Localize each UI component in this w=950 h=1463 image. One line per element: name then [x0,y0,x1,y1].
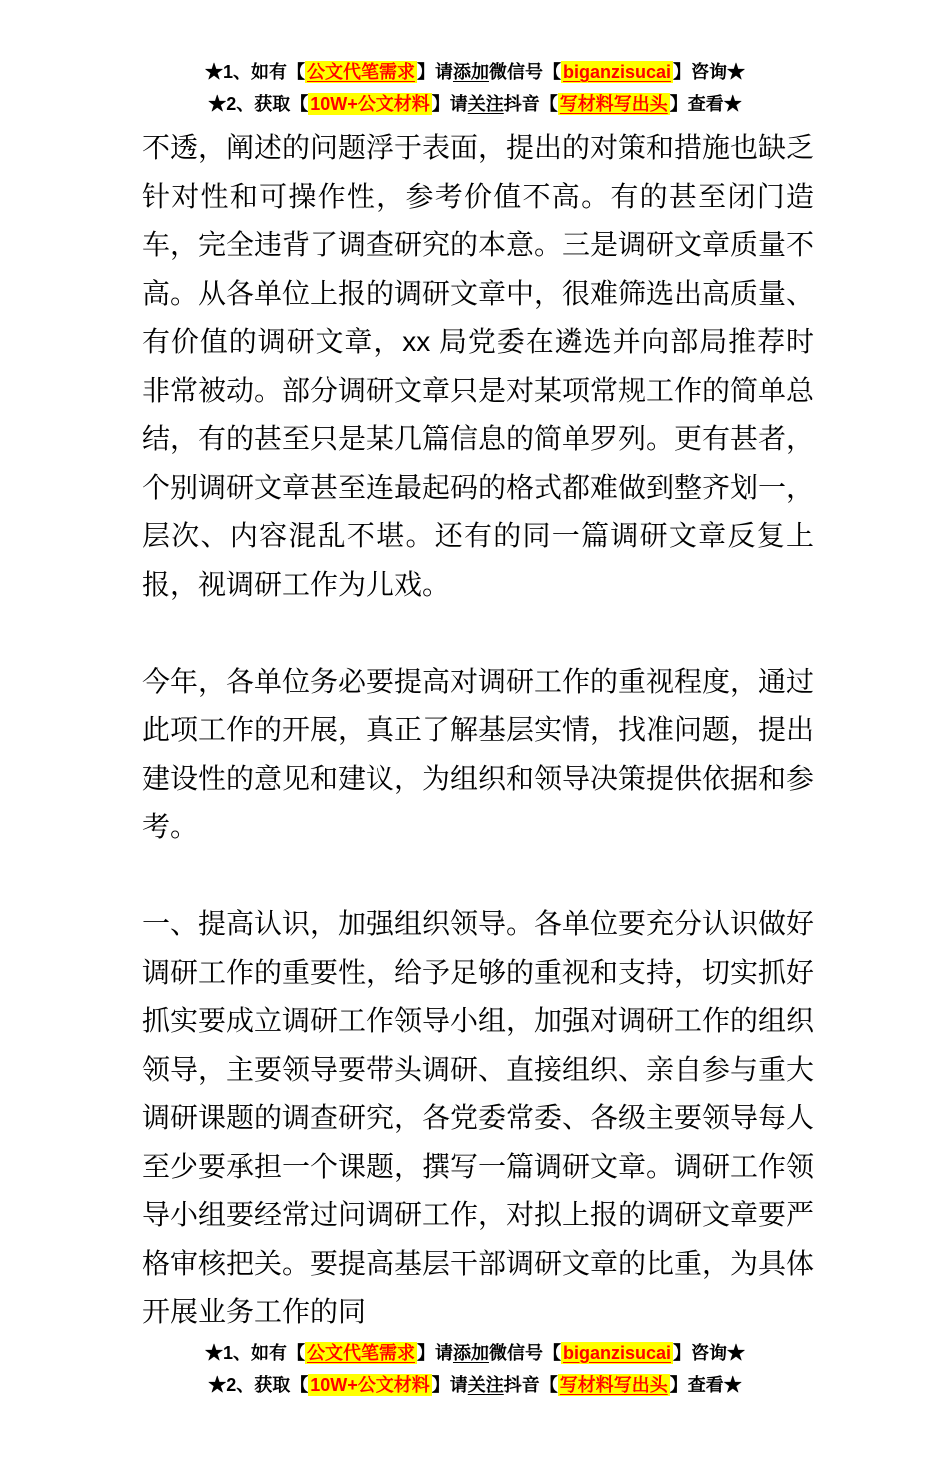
promo-text: ★1、如有【 [204,1342,305,1363]
highlight-service-name: 公文代笔需求 [306,62,415,82]
promo-footer-line-2 [0,1369,950,1401]
wechat-id: biganzisucai [562,62,672,82]
highlight-materials-name: 10W+公文材料 [310,94,430,114]
douyin-id: 写材料写出头 [559,94,668,114]
promo-text: 】查看★ [669,94,742,114]
promo-text: ★2、获取【 [208,1374,309,1395]
highlight-materials-name: 10W+公文材料 [310,1374,430,1395]
promo-text: 】请 [416,1342,453,1363]
wechat-id: biganzisucai [562,1342,672,1363]
promo-text: 抖音【 [503,94,558,114]
promo-header [0,0,950,120]
document-body [0,124,950,1337]
paragraph-3: 一、提高认识，加强组织领导。各单位要充分认识做好调研工作的重要性，给予足够的重视和支持，切实抓好抓实要成立调研工作领导小组，加强对调研工作的组织领导，主要领导要带头调研、直接组织、亲自参与重大调研课题的调查研究，各党委常委、各级主要领导每人至少要承担一个课题，撰写一篇调研文章。调研工作领导小组要经常过问调研工作，对拟上报的调研文章要严格审核把关。要提高基层干部调研文章的比重，为具体开展业务工作的同 [142,908,815,1327]
underline-follow-action: 关注 [467,94,504,114]
promo-text: 】咨询★ [673,62,746,82]
promo-text: 】请 [431,94,468,114]
underline-add-action: 添加 [452,1342,489,1363]
paragraph-2: 今年，各单位务必要提高对调研工作的重视程度，通过此项工作的开展，真正了解基层实情，找准问题，提出建设性的意见和建议，为组织和领导决策提供依据和参考。 [142,665,815,842]
highlight-service-name: 公文代笔需求 [306,1342,415,1363]
underline-follow-action: 关注 [467,1374,504,1395]
promo-footer [0,1337,950,1463]
promo-text: ★1、如有【 [204,62,305,82]
promo-header-line-1 [0,56,950,88]
promo-text: 抖音【 [503,1374,558,1395]
underline-add-action: 添加 [452,62,489,82]
promo-text: 】请 [416,62,453,82]
promo-header-line-2 [0,88,950,120]
promo-text: 微信号【 [488,1342,561,1363]
douyin-id: 写材料写出头 [559,1374,668,1395]
promo-text: 微信号【 [488,62,561,82]
promo-text: 】咨询★ [673,1342,746,1363]
promo-text: 】请 [431,1374,468,1395]
promo-text: 】查看★ [669,1374,742,1395]
promo-text: ★2、获取【 [208,94,309,114]
promo-footer-line-1 [0,1337,950,1369]
paragraph-1: 不透，阐述的问题浮于表面，提出的对策和措施也缺乏针对性和可操作性，参考价值不高。有的甚至闭门造车，完全违背了调查研究的本意。三是调研文章质量不高。从各单位上报的调研文章中，很难筛选出高质量、有价值的调研文章，xx 局党委在遴选并向部局推荐时非常被动。部分调研文章只是对某项常规工作的简单总结，有的甚至只是某几篇信息的简单罗列。更有甚者，个别调研文章甚至连最起码的格式都难做到整齐划一，层次、内容混乱不堪。还有的同一篇调研文章反复上报，视调研工作为儿戏。 [142,132,815,600]
